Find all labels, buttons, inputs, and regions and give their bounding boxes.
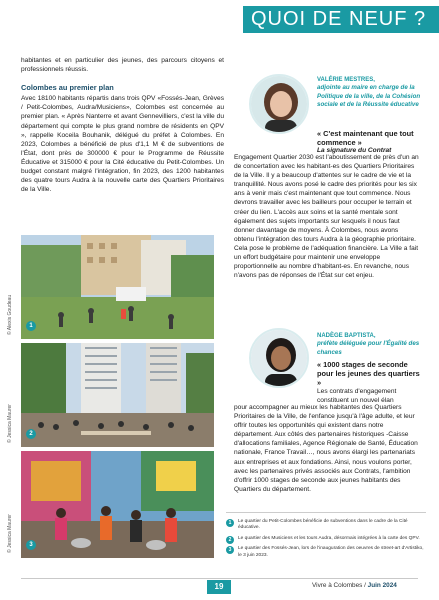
- valerie-quote-title: « C'est maintenant que tout commence »: [317, 129, 414, 147]
- valerie-name: VALÉRIE MESTRES,: [317, 77, 375, 83]
- publication-info: Vivre à Colombes / Juin 2024: [312, 582, 397, 589]
- portrait-nadege-baptista: [249, 328, 309, 388]
- nadege-name: NADÈGE BAPTISTA,: [317, 333, 376, 339]
- caption-item: [226, 519, 426, 532]
- left-column: [21, 56, 224, 203]
- caption-number: 3: [226, 546, 234, 554]
- valerie-role: adjointe au maire en charge de la Politique de la ville, de la Cohésion sociale et de la Réussite éducative: [317, 84, 421, 109]
- captions-divider: [226, 512, 426, 513]
- nadege-role: préfète déléguée pour l'Égalité des chances: [317, 340, 420, 356]
- caption-text: Le quartier des Musiciens et les tours Audra, désormais intégrées à la carte des QPV.: [238, 535, 420, 541]
- photo-petit-colombes: [21, 235, 214, 339]
- photo-musiciens-audra: [21, 343, 214, 447]
- nadege-body-text: pour accompagner au mieux les habitantes des Quartiers Prioritaires de la Ville, de l'enfance jusqu'à l'âge adulte, et leur offrir toutes les opportunités qui existent dans notre département. Aux côtés des partenaires historiques -Caisse d'allocations familiales, Agence Régionale de Santé, Éducation nationale, France Travail…, nous avons élargi les partenariats aux entreprises et aux fondations. Ainsi, nous voulons porter, avec les partenaires privés associés aux Contrats, l'ambition d'offrir 1000 stages de seconde aux jeunes habitants des Quartiers du département.: [234, 404, 418, 493]
- portrait-valerie-mestres: [249, 74, 309, 134]
- bio-valerie: [317, 76, 421, 110]
- publication-issue: Juin 2024: [367, 582, 397, 589]
- section-title-banner: QUOI DE NEUF ?: [243, 6, 439, 33]
- nadege-quote-title: « 1000 stages de seconde pour les jeunes des quartiers »: [317, 360, 420, 387]
- valerie-body: [234, 153, 420, 280]
- photo-credit-3: © Jessica Maurer: [7, 514, 13, 553]
- colombes-paragraph: Avec 18100 habitants répartis dans trois QPV «Fossés-Jean, Grèves / Petit-Colombes, Audra/Musiciens», Colombes est concernée au premier plan. « Après Nanterre et avant Gennevilliers, c'est la ville du département qui compte le plus grand nombre de résidents en QPV », rappelle Koceila Bouhanik, délégué du préfet à Colombes. En 2023, Colombes a bénéficié de plus d'1,1 M € de subventions de l'État, dont près de 300000 € pour le Programme de Réussite Éducative et 315000 € pour la Cité éducative du Petit-Colombes. Un budget constant malgré l'intégration, fin 2023, des 1200 habitantes des quatre tours Audra à la nouvelle carte des Quartiers Prioritaires de la Ville.: [21, 95, 224, 194]
- caption-item: [226, 536, 426, 542]
- caption-number: 1: [226, 519, 234, 527]
- photo-captions: [226, 519, 426, 563]
- publication-name: Vivre à Colombes: [312, 582, 363, 589]
- footer-divider: [21, 578, 418, 579]
- valerie-body-text: Engagement Quartier 2030 est l'aboutissement de près d'un an de concertation avec les habitant-es des Quartiers Prioritaires de la Ville. Il y a beaucoup d'attentes sur le cadre de vie et la tranquillité. Nous avons posé le cadre des priorités pour les six ans à venir mais c'est maintenant que tout commence. Nous devrons travailler avec les bailleurs pour occuper le terrain et créer du lien. L'accès aux soins et la santé mentale sont également des sujets importants sur lesquels il nous faut donner davantage de moyens. À Colombes, nous avons obtenu l'intégration des tours Audra à la géographie prioritaire. Cela pose le problème de l'adéquation financière. La Ville a fait un effort budgétaire pour maintenir une enveloppe proportionnelle au nombre d'habitant-es. En revanche, nous n'avons pas de réponses de l'État sur cet enjeu.: [234, 154, 419, 280]
- photo-number-2: 2: [26, 429, 36, 439]
- caption-item: [226, 546, 426, 559]
- caption-number: 2: [226, 536, 234, 544]
- page-number: 19: [207, 580, 231, 594]
- nadege-quote-lead: Les contrats d'engagement constituent un nouvel élan: [317, 388, 397, 404]
- caption-text: Le quartier des Fossés-Jean, lors de l'inauguration des oeuvres de street-art d'Artistiko, le 3 juin 2023.: [238, 546, 424, 558]
- photo-number-1: 1: [26, 321, 36, 331]
- bio-nadege: [317, 332, 421, 357]
- photo-credit-1: © Alexis Goudeau: [7, 294, 13, 335]
- valerie-quote-block: [317, 129, 425, 155]
- photo-number-3: 3: [26, 540, 36, 550]
- valerie-quote-sub: La signature du Contrat: [317, 147, 392, 154]
- intro-paragraph: habitantes et en particulier des jeunes, des parcours citoyens et professionnels réussis.: [21, 57, 224, 74]
- nadege-quote-block: [317, 360, 425, 405]
- photo-fosses-jean: [21, 451, 214, 558]
- photo-credit-2: © Jessica Maurer: [7, 404, 13, 443]
- nadege-body: [234, 403, 420, 494]
- subhead-colombes: Colombes au premier plan: [21, 83, 114, 93]
- caption-text: Le quartier du Petit-Colombes bénéficie de subventions dans le cadre de la Cité éducative.: [238, 519, 408, 531]
